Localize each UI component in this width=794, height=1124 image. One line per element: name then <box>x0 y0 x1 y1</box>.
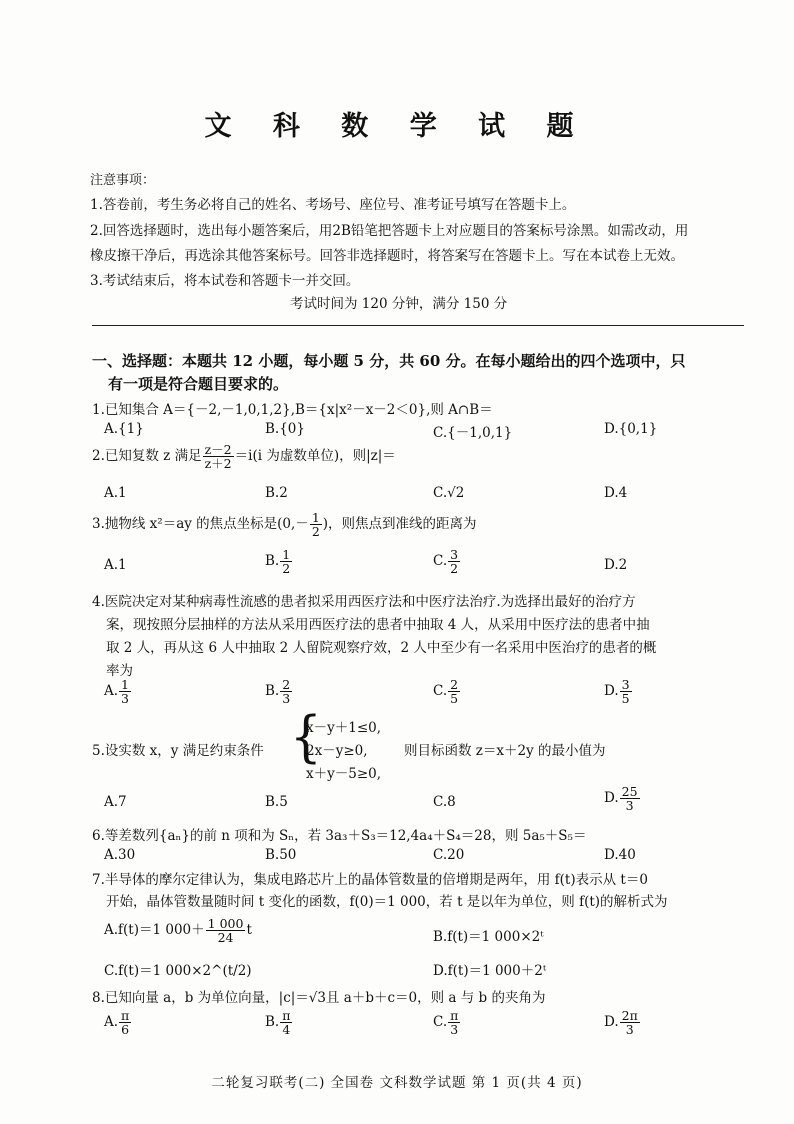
q5-constraint-2: 2x－y≥0, <box>306 743 368 759</box>
q3-option-b: B. $\frac{1}{2}$ <box>265 547 291 576</box>
section-header-1: 一、选择题：本题共 12 小题，每小题 5 分，共 60 分。在每小题给出的四个选项中，只 <box>92 352 686 370</box>
q1-option-c: C.{－1,0,1} <box>433 425 513 441</box>
q8-option-b: B. $\frac{\pi}{4}$ <box>265 1008 291 1037</box>
q1-option-a: A.{1} <box>104 421 144 437</box>
q1-stem: 1.已知集合 A＝{－2,－1,0,1,2},B＝{x|x²－x－2＜0},则 A∩B＝ <box>92 402 493 418</box>
q4-option-c: C. $\frac{2}{5}$ <box>433 677 459 706</box>
q4-option-b: B. $\frac{2}{3}$ <box>265 677 291 706</box>
note-line-3: 3.考试结束后，将本试卷和答题卡一并交回。 <box>90 273 360 289</box>
q6-option-a: A.30 <box>104 847 136 863</box>
q3-option-a: A.1 <box>104 557 127 573</box>
q2-stem: 2.已知复数 z 满足 $\frac{z-2}{z+2}$ ＝i(i 为虚数单位)，则|z|＝ <box>92 442 396 471</box>
q7-option-d: D.f(t)＝1 000＋2ᵗ <box>433 963 547 979</box>
q5-constraint-1: x－y＋1≤0, <box>306 720 382 736</box>
q3-option-c: C. $\frac{3}{2}$ <box>433 547 459 576</box>
notes-heading: 注意事项： <box>90 173 156 188</box>
page-title: 文 科 数 学 试 题 <box>204 111 590 142</box>
page-footer: 二轮复习联考(二) 全国卷 文科数学试题 第 1 页(共 4 页) <box>211 1075 583 1091</box>
q3-option-d: D.2 <box>604 557 628 573</box>
note-line-2a: 2.回答选择题时，选出每小题答案后，用2B铅笔把答题卡上对应题目的答案标号涂黑。如需改动，用 <box>90 223 689 239</box>
q5-option-b: B.5 <box>265 794 288 810</box>
q6-option-c: C.20 <box>433 847 465 863</box>
q8-option-d: D. $\frac{2\pi}{3}$ <box>604 1008 638 1037</box>
q5-constraint-3: x＋y－5≥0, <box>306 766 382 782</box>
section-header-2: 有一项是符合题目要求的。 <box>108 375 289 393</box>
q3-stem: 3.抛物线 x²＝ay 的焦点坐标是(0,－ $\frac{1}{2}$ )，则焦点到准线的距离为 <box>92 510 477 539</box>
q7-line-2: 开始，晶体管数量随时间 t 变化的函数，f(0)＝1 000，若 t 是以年为单位，则 f(t)的解析式为 <box>106 894 668 910</box>
q6-option-d: D.40 <box>604 847 636 863</box>
divider <box>92 325 744 326</box>
exam-time: 考试时间为 120 分钟，满分 150 分 <box>290 296 508 312</box>
q4-line-2: 案，现按照分层抽样的方法从采用西医疗法的患者中抽取 4 人，从采用中医疗法的患者中抽 <box>106 617 650 633</box>
q5-stem-post: 则目标函数 z＝x＋2y 的最小值为 <box>404 743 606 759</box>
q5-brace: { <box>290 705 322 769</box>
q4-line-3: 取 2 人，再从这 6 人中抽取 2 人留院观察疗效，2 人中至少有一名采用中医治疗的患者的概 <box>106 640 657 656</box>
q5-stem-pre: 5.设实数 x，y 满足约束条件 <box>92 743 264 759</box>
q4-option-a: A. $\frac{1}{3}$ <box>104 677 129 706</box>
q5-option-a: A.7 <box>104 794 127 810</box>
q1-option-d: D.{0,1} <box>604 421 658 437</box>
q6-option-b: B.50 <box>265 847 297 863</box>
q8-option-a: A. $\frac{\pi}{6}$ <box>104 1008 130 1037</box>
q4-line-4: 率为 <box>106 663 133 679</box>
q7-option-a: A.f(t)＝1 000＋ $\frac{1 000}{24}$ t <box>104 916 252 945</box>
q7-line-1: 7.半导体的摩尔定律认为，集成电路芯片上的晶体管数量的倍增期是两年，用 f(t)表示从 t＝0 <box>92 872 648 888</box>
q4-line-1: 4.医院决定对某种病毒性流感的患者拟采用西医疗法和中医疗法治疗.为选择出最好的治疗方 <box>92 594 636 610</box>
q7-option-b: B.f(t)＝1 000×2ᵗ <box>433 929 544 945</box>
q6-stem: 6.等差数列{aₙ}的前 n 项和为 Sₙ，若 3a₃＋S₃＝12,4a₄＋S₄＝28，则 5a₅＋S₅＝ <box>92 828 587 844</box>
q2-fraction: $\frac{z-2}{z+2}$ <box>204 442 232 471</box>
q8-option-c: C. $\frac{\pi}{3}$ <box>433 1008 459 1037</box>
q1-option-b: B.{0} <box>265 421 305 437</box>
q8-stem: 8.已知向量 a，b 为单位向量，|c|＝√3且 a＋b＋c＝0，则 a 与 b 的夹角为 <box>92 990 546 1006</box>
q2-option-a: A.1 <box>104 485 127 501</box>
q4-option-d: D. $\frac{3}{5}$ <box>604 677 630 706</box>
q5-option-c: C.8 <box>433 794 456 810</box>
q2-option-b: B.2 <box>265 485 288 501</box>
note-line-1: 1.答卷前，考生务必将自己的姓名、考场号、座位号、准考证号填写在答题卡上。 <box>90 197 576 213</box>
q5-option-d: D. $\frac{25}{3}$ <box>604 784 638 813</box>
q2-option-d: D.4 <box>604 485 628 501</box>
note-line-2b: 橡皮擦干净后，再选涂其他答案标号。回答非选择题时，将答案写在答题卡上。写在本试卷上无效。 <box>90 248 684 264</box>
q2-option-c: C.√2 <box>433 485 465 501</box>
q7-option-c: C.f(t)＝1 000×2^(t/2) <box>104 963 252 979</box>
